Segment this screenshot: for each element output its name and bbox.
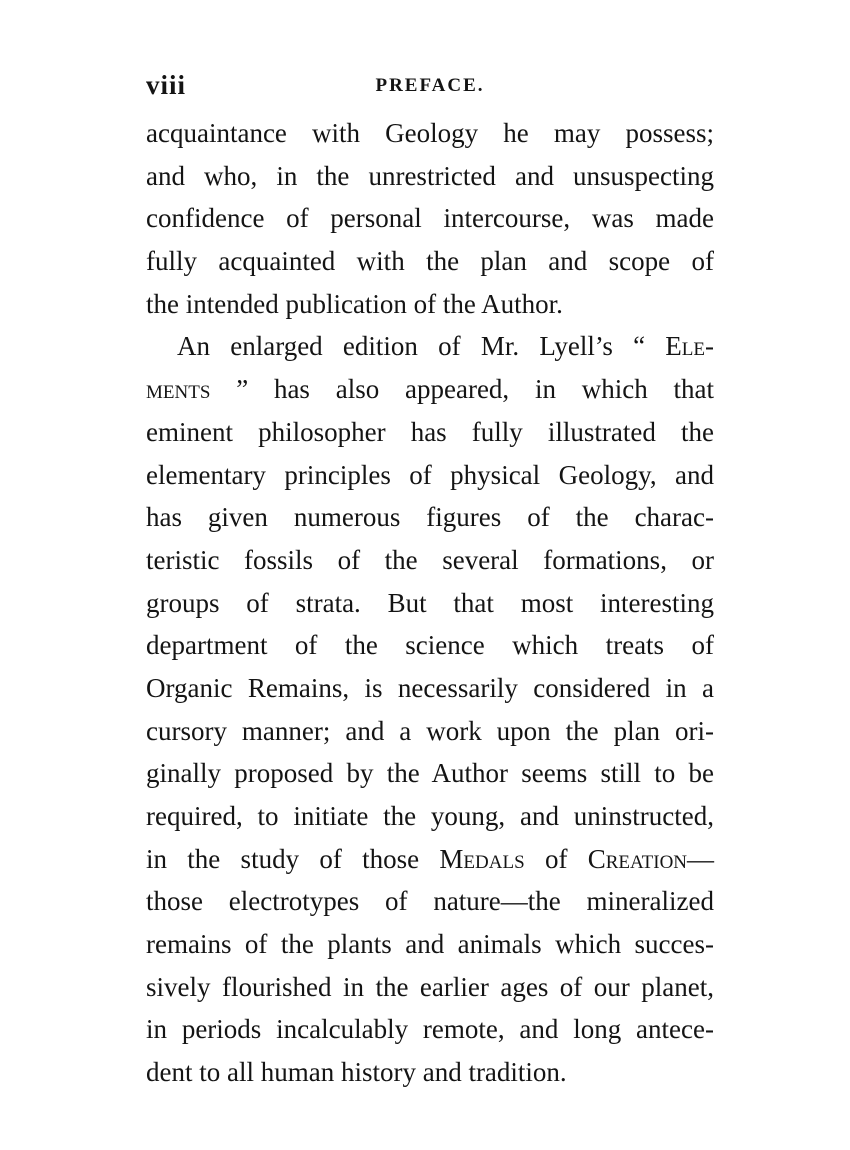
text-line xyxy=(146,325,714,368)
text-line xyxy=(146,582,714,625)
running-title: PREFACE. xyxy=(375,75,485,96)
line-text: of xyxy=(524,843,588,874)
line-text: in periods incalculably remote, and long antece- xyxy=(146,1014,714,1045)
running-head xyxy=(146,70,714,102)
small-caps-text: Medals xyxy=(439,843,525,874)
small-caps-text: Creation xyxy=(587,843,688,874)
text-line xyxy=(146,710,714,753)
text-line xyxy=(146,496,714,539)
line-text: those electrotypes of nature—the mineralized xyxy=(146,886,714,917)
small-caps-text: ments xyxy=(146,374,211,405)
text-line xyxy=(146,283,714,326)
text-line xyxy=(146,240,714,283)
text-line xyxy=(146,923,714,966)
line-text: An enlarged edition of Mr. Lyell’s “ xyxy=(177,331,666,362)
line-text: and who, in the unrestricted and unsuspecting xyxy=(146,160,714,191)
line-text: sively flourished in the earlier ages of our planet, xyxy=(146,971,714,1002)
line-text: in the study of those xyxy=(146,843,440,874)
text-line xyxy=(146,795,714,838)
text-line xyxy=(146,752,714,795)
body-text xyxy=(146,112,714,1094)
page-number: viii xyxy=(146,70,187,100)
line-text: the intended publication of the Author. xyxy=(146,288,563,319)
paragraph xyxy=(146,112,714,325)
text-line xyxy=(146,454,714,497)
text-line xyxy=(146,155,714,198)
line-text: Organic Remains, is necessarily considered in a xyxy=(146,672,714,703)
text-line xyxy=(146,539,714,582)
line-text: fully acquainted with the plan and scope of xyxy=(146,246,714,277)
line-text: has given numerous figures of the charac- xyxy=(146,502,714,533)
text-line xyxy=(146,838,714,881)
paragraph xyxy=(146,325,714,1093)
text-line xyxy=(146,1008,714,1051)
line-text: — xyxy=(687,843,715,874)
line-text: dent to all human history and tradition. xyxy=(146,1057,567,1088)
line-text: ginally proposed by the Author seems still to be xyxy=(146,758,714,789)
line-text: teristic fossils of the several formations, or xyxy=(146,544,714,575)
text-line xyxy=(146,411,714,454)
line-text: department of the science which treats of xyxy=(146,630,714,661)
line-text: groups of strata. But that most interesting xyxy=(146,587,714,618)
text-line xyxy=(146,624,714,667)
text-line xyxy=(146,880,714,923)
small-caps-text: Ele- xyxy=(665,331,714,362)
line-text: cursory manner; and a work upon the plan ori- xyxy=(146,715,714,746)
line-text: required, to initiate the young, and uninstructed, xyxy=(146,801,714,831)
line-text: confidence of personal intercourse, was made xyxy=(146,203,714,234)
line-text: eminent philosopher has fully illustrated the xyxy=(146,416,714,447)
text-line xyxy=(146,197,714,240)
text-line xyxy=(146,368,714,411)
line-text: ” has also appeared, in which that xyxy=(210,374,714,405)
line-text: elementary principles of physical Geology, and xyxy=(146,459,714,490)
line-text: remains of the plants and animals which succes- xyxy=(146,929,714,960)
text-line xyxy=(146,112,714,155)
text-line xyxy=(146,966,714,1009)
line-text: acquaintance with Geology he may possess; xyxy=(146,118,714,148)
text-line xyxy=(146,1051,714,1094)
text-line xyxy=(146,667,714,710)
